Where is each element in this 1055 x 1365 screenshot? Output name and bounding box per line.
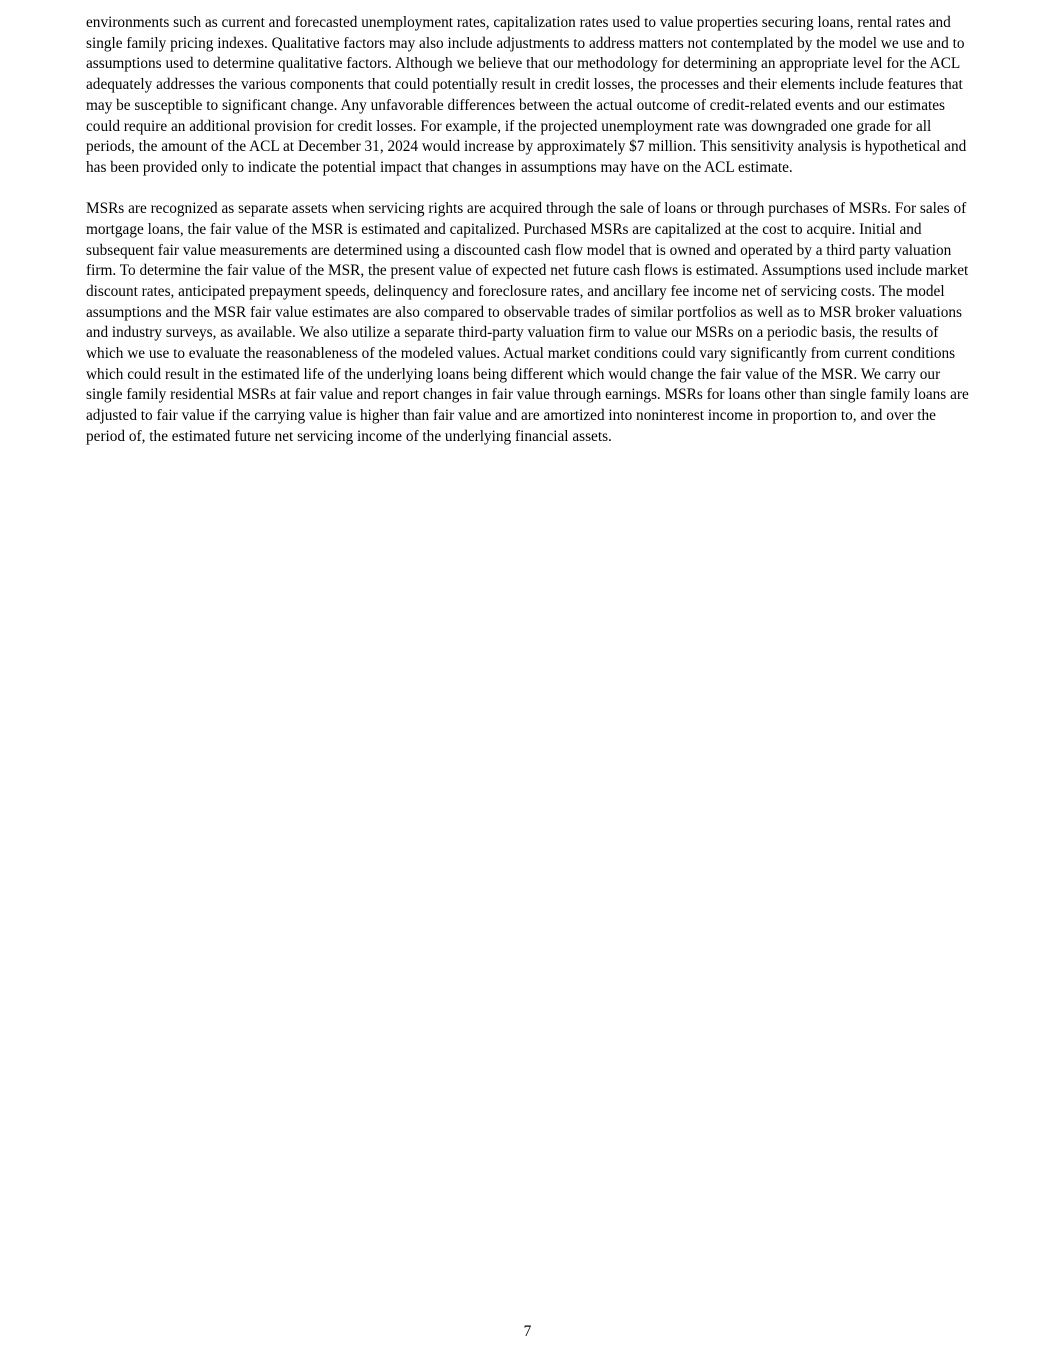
- paragraph-acl-qualitative-factors: environments such as current and forecasted unemployment rates, capitalization rates used to value properties securing loans, rental rates and single family pricing indexes. Qualitative factors may also include adjustments to address matters not contemplated by the model we use and to assumptions used to determine qualitative factors. Although we believe that our methodology for determining an appropriate level for the ACL adequately addresses the various components that could potentially result in credit losses, the processes and their elements include features that may be susceptible to significant change. Any unfavorable differences between the actual outcome of credit-related events and our estimates could require an additional provision for credit losses. For example, if the projected unemployment rate was downgraded one grade for all periods, the amount of the ACL at December 31, 2024 would increase by approximately $7 million. This sensitivity analysis is hypothetical and has been provided only to indicate the potential impact that changes in assumptions may have on the ACL estimate.: [86, 14, 967, 176]
- paragraph-msr-valuation: MSRs are recognized as separate assets when servicing rights are acquired through the sale of loans or through purchases of MSRs. For sales of mortgage loans, the fair value of the MSR is estimated and capitalized. Purchased MSRs are capitalized at the cost to acquire. Initial and subsequent fair value measurements are determined using a discounted cash flow model that is owned and operated by a third party valuation firm. To determine the fair value of the MSR, the present value of expected net future cash flows is estimated. Assumptions used include market discount rates, anticipated prepayment speeds, delinquency and foreclosure rates, and ancillary fee income net of servicing costs. The model assumptions and the MSR fair value estimates are also compared to observable trades of similar portfolios as well as to MSR broker valuations and industry surveys, as available. We also utilize a separate third-party valuation firm to value our MSRs on a periodic basis, the results of which we use to evaluate the reasonableness of the modeled values. Actual market conditions could vary significantly from current conditions which could result in the estimated life of the underlying loans being different which would change the fair value of the MSR. We carry our single family residential MSRs at fair value and report changes in fair value through earnings. MSRs for loans other than single family loans are adjusted to fair value if the carrying value is higher than fair value and are amortized into noninterest income in proportion to, and over the period of, the estimated future net servicing income of the underlying financial assets.: [86, 200, 969, 445]
- page-body: [86, 13, 976, 448]
- page-number: 7: [523, 1323, 532, 1340]
